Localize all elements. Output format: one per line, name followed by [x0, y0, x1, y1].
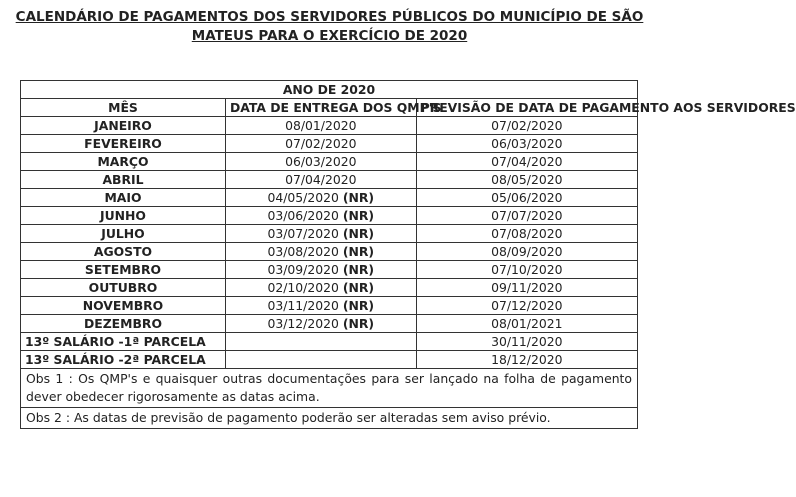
previsao-date-cell: 07/12/2020 — [416, 297, 637, 315]
previsao-date-cell: 30/11/2020 — [416, 333, 637, 351]
table-row — [21, 243, 638, 261]
entrega-date: 03/06/2020 — [267, 208, 339, 223]
entrega-date: 08/01/2020 — [285, 118, 357, 133]
nr-tag: (NR) — [342, 280, 375, 295]
month-cell: DEZEMBRO — [21, 315, 226, 333]
entrega-date: 03/12/2020 — [267, 316, 339, 331]
title-line-2: MATEUS PARA O EXERCÍCIO DE 2020 — [191, 28, 468, 44]
entrega-date-cell — [225, 279, 416, 297]
table-row — [21, 261, 638, 279]
entrega-date: 07/02/2020 — [285, 136, 357, 151]
entrega-date: 02/10/2020 — [267, 280, 339, 295]
table-row — [21, 315, 638, 333]
entrega-date-cell — [225, 225, 416, 243]
previsao-date-cell: 06/03/2020 — [416, 135, 637, 153]
nr-tag: (NR) — [342, 226, 375, 241]
previsao-date-cell: 07/10/2020 — [416, 261, 637, 279]
entrega-date: 03/07/2020 — [267, 226, 339, 241]
table-row — [21, 333, 638, 351]
obs-2-note: Obs 2 : As datas de previsão de pagamento poderão ser alteradas sem aviso prévio. — [21, 408, 638, 429]
nr-tag: (NR) — [342, 244, 375, 259]
month-cell: FEVEREIRO — [21, 135, 226, 153]
previsao-date-cell: 08/05/2020 — [416, 171, 637, 189]
obs-1-note: Obs 1 : Os QMP's e quaisquer outras documentações para ser lançado na folha de pagamento dever obedecer rigorosamente as datas acima. — [21, 369, 638, 408]
month-cell: ABRIL — [21, 171, 226, 189]
month-cell: JUNHO — [21, 207, 226, 225]
entrega-date-cell — [225, 207, 416, 225]
col-header-previsao: PREVISÃO DE DATA DE PAGAMENTO AOS SERVIDORES — [416, 99, 637, 117]
month-cell: MAIO — [21, 189, 226, 207]
entrega-date: 07/04/2020 — [285, 172, 357, 187]
payment-calendar-table — [20, 80, 796, 429]
salario-label-cell: 13º SALÁRIO -1ª PARCELA — [21, 333, 226, 351]
previsao-date-cell: 07/02/2020 — [416, 117, 637, 135]
entrega-date-cell — [225, 117, 416, 135]
previsao-date-cell: 07/07/2020 — [416, 207, 637, 225]
month-cell: JULHO — [21, 225, 226, 243]
month-cell: JANEIRO — [21, 117, 226, 135]
nr-tag: (NR) — [342, 208, 375, 223]
col-header-month: MÊS — [21, 99, 226, 117]
nr-tag: (NR) — [342, 316, 375, 331]
entrega-date: 03/11/2020 — [267, 298, 339, 313]
nr-tag: (NR) — [342, 298, 375, 313]
obs2-row — [21, 408, 638, 429]
entrega-date-cell — [225, 243, 416, 261]
nr-tag: (NR) — [342, 190, 375, 205]
salario-label-cell: 13º SALÁRIO -2ª PARCELA — [21, 351, 226, 369]
table-row — [21, 135, 638, 153]
entrega-date-cell — [225, 315, 416, 333]
entrega-date-cell — [225, 297, 416, 315]
table-row — [21, 153, 638, 171]
entrega-date-cell — [225, 153, 416, 171]
previsao-date-cell: 07/08/2020 — [416, 225, 637, 243]
month-cell: NOVEMBRO — [21, 297, 226, 315]
entrega-date: 06/03/2020 — [285, 154, 357, 169]
empty-cell — [225, 351, 416, 369]
year-header: ANO DE 2020 — [21, 81, 638, 99]
entrega-date: 04/05/2020 — [267, 190, 339, 205]
month-cell: AGOSTO — [21, 243, 226, 261]
year-header-row — [21, 81, 638, 99]
month-cell: MARÇO — [21, 153, 226, 171]
entrega-date-cell — [225, 189, 416, 207]
table-row — [21, 117, 638, 135]
previsao-date-cell: 18/12/2020 — [416, 351, 637, 369]
entrega-date-cell — [225, 135, 416, 153]
entrega-date: 03/08/2020 — [267, 244, 339, 259]
table-row — [21, 189, 638, 207]
col-header-entrega: DATA DE ENTREGA DOS QMP'S — [225, 99, 416, 117]
obs1-row — [21, 369, 638, 408]
table-row — [21, 297, 638, 315]
month-cell: SETEMBRO — [21, 261, 226, 279]
entrega-date: 03/09/2020 — [267, 262, 339, 277]
previsao-date-cell: 07/04/2020 — [416, 153, 637, 171]
previsao-date-cell: 09/11/2020 — [416, 279, 637, 297]
empty-cell — [225, 333, 416, 351]
title-line-1: CALENDÁRIO DE PAGAMENTOS DOS SERVIDORES PÚBLICOS DO MUNICÍPIO DE SÃO — [15, 9, 644, 25]
month-rows — [21, 117, 638, 333]
previsao-date-cell: 08/01/2021 — [416, 315, 637, 333]
entrega-date-cell — [225, 171, 416, 189]
previsao-date-cell: 05/06/2020 — [416, 189, 637, 207]
table-row — [21, 225, 638, 243]
table-row — [21, 207, 638, 225]
table-row — [21, 171, 638, 189]
table-row — [21, 351, 638, 369]
previsao-date-cell: 08/09/2020 — [416, 243, 637, 261]
column-header-row — [21, 99, 638, 117]
salario-rows — [21, 333, 638, 369]
entrega-date-cell — [225, 261, 416, 279]
table-row — [21, 279, 638, 297]
document-title — [0, 8, 659, 46]
month-cell: OUTUBRO — [21, 279, 226, 297]
nr-tag: (NR) — [342, 262, 375, 277]
